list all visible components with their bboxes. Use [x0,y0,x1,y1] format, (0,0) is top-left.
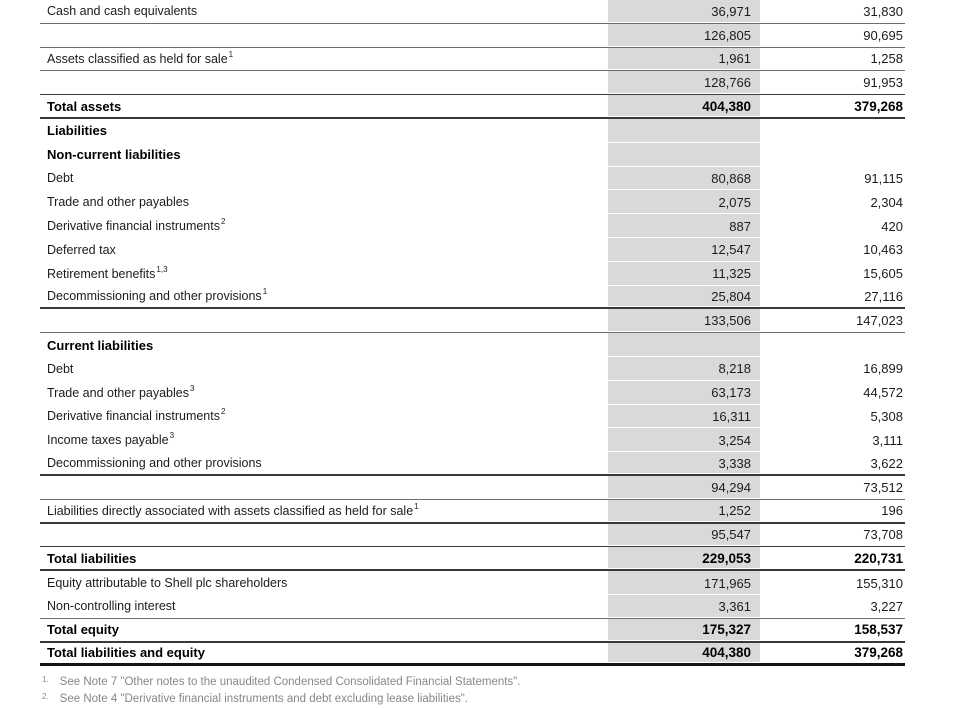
value-col2: 44,572 [863,385,903,401]
value-col1: 229,053 [608,547,760,569]
value-col2: 1,258 [870,51,903,67]
table-row [40,71,905,95]
row-label: Assets classified as held for sale $^1$ [47,49,234,66]
value-col1: 16,311 [608,405,760,429]
row-label: Liabilities [47,123,107,139]
table-row [40,309,905,333]
footnote-ref: 1,3 [156,264,168,274]
row-label [40,524,608,547]
row-label: Cash and cash equivalents [47,4,198,19]
table-row [40,619,905,643]
value-col1: 1,961 [608,48,760,71]
row-label: Current liabilities [47,337,154,353]
value-col2: 91,953 [863,75,903,91]
row-label: Trade and other payables [47,195,189,210]
value-col1: 404,380 [608,643,760,664]
value-col1: 11,325 [608,262,760,286]
value-col1: 36,971 [608,0,760,23]
table-row [40,595,905,619]
value-col1: 175,327 [608,619,760,641]
table-row [40,571,905,595]
value-col1: 887 [608,214,760,238]
table-row [40,167,905,191]
value-col1: 2,075 [608,190,760,214]
footnote-ref: 2 [221,217,226,227]
footnote-ref: 1 [262,287,268,297]
table-row [40,0,905,24]
value-col2: 420 [881,218,903,234]
row-label: Deferred tax [47,242,116,257]
footnote-ref: 1 [228,49,234,59]
table-row [40,190,905,214]
value-col1 [608,143,760,167]
value-col2: 2,304 [870,194,903,210]
row-label: Non-controlling interest [47,599,176,614]
value-col2 [760,119,905,143]
table-row [40,357,905,381]
value-col1: 63,173 [608,381,760,405]
row-label: Equity attributable to Shell plc shareholders [47,576,288,591]
value-col2: 90,695 [863,27,903,43]
value-col2: 379,268 [854,98,903,114]
table-row [40,452,905,476]
row-label: Total assets [47,98,122,114]
table-row [40,405,905,429]
row-label [40,24,608,47]
value-col2: 31,830 [863,3,903,19]
row-label [40,309,608,332]
value-col1: 94,294 [608,476,760,499]
table-row [40,500,905,524]
row-label: Total liabilities and equity [47,645,205,661]
table-row [40,214,905,238]
row-label: Derivative financial instruments $^2$ [47,407,226,424]
footnote-ref: 2 [221,407,226,417]
value-col2: 5,308 [870,408,903,424]
table-row [40,95,905,119]
value-col1: 95,547 [608,524,760,547]
row-label: Decommissioning and other provisions $^1$ [47,287,268,304]
row-label [40,476,608,499]
value-col2: 10,463 [863,242,903,258]
footnote-2 [40,692,920,709]
row-label: Debt [47,171,74,186]
table-row [40,428,905,452]
value-col2: 27,116 [864,288,903,304]
value-col2: 196 [881,503,903,519]
footnote-2-marker: 2. [42,692,49,701]
value-col2: 91,115 [864,170,903,186]
table-row [40,381,905,405]
table-row [40,143,905,167]
table-row [40,476,905,500]
value-col1: 12,547 [608,238,760,262]
table-row [40,286,905,310]
table-row [40,24,905,48]
value-col1: 3,254 [608,428,760,452]
table-row [40,119,905,143]
value-col2: 3,622 [870,455,903,471]
value-col2 [760,143,905,167]
footnote-1-text: See Note 7 "Other notes to the unaudited Condensed Consolidated Financial Statements". [59,676,521,688]
value-col2: 147,023 [856,313,903,329]
value-col2: 73,512 [863,479,903,495]
value-col2: 379,268 [854,645,903,661]
row-label: Income taxes payable $^3$ [47,431,175,448]
value-col1: 80,868 [608,167,760,191]
footnote-2-text: See Note 4 "Derivative financial instruments and debt excluding lease liabilities". [59,693,469,705]
balance-sheet-table [40,0,905,666]
value-col1: 3,361 [608,595,760,618]
row-label [40,71,608,94]
value-col2: 73,708 [863,527,903,543]
value-col1: 8,218 [608,357,760,381]
table-row [40,643,905,667]
footnotes [40,675,920,709]
value-col2: 158,537 [854,622,903,638]
table-row [40,48,905,72]
value-col1: 25,804 [608,286,760,308]
value-col2: 155,310 [856,575,903,591]
table-row [40,333,905,357]
value-col2: 3,227 [870,598,903,614]
row-label: Total liabilities [47,550,137,566]
value-col1: 126,805 [608,24,760,47]
row-label: Decommissioning and other provisions [47,456,262,471]
table-row [40,547,905,571]
value-col2: 3,111 [872,432,903,448]
table-row [40,262,905,286]
table-row [40,524,905,548]
value-col1: 133,506 [608,309,760,332]
value-col1 [608,119,760,143]
row-label: Trade and other payables $^3$ [47,383,195,400]
value-col1: 3,338 [608,452,760,474]
row-label: Liabilities directly associated with assets classified as held for sale $^1$ [47,501,419,518]
footnote-1 [40,675,920,692]
value-col1: 171,965 [608,571,760,595]
row-label: Derivative financial instruments $^2$ [47,217,226,234]
footnote-1-marker: 1. [42,675,49,684]
row-label: Total equity [47,622,119,638]
footnote-ref: 1 [414,501,419,511]
value-col1: 128,766 [608,71,760,94]
footnote-ref: 3 [169,431,175,441]
value-col1: 404,380 [608,95,760,117]
value-col1: 1,252 [608,500,760,522]
table-row [40,238,905,262]
value-col2: 220,731 [854,550,903,566]
row-label: Retirement benefits $^{1,3}$ [47,264,168,281]
value-col2: 16,899 [863,361,903,377]
footnote-ref: 3 [190,383,195,393]
value-col2: 15,605 [863,266,903,282]
row-label: Debt [47,361,74,376]
row-label: Non-current liabilities [47,147,181,163]
value-col2 [760,333,905,357]
value-col1 [608,333,760,357]
